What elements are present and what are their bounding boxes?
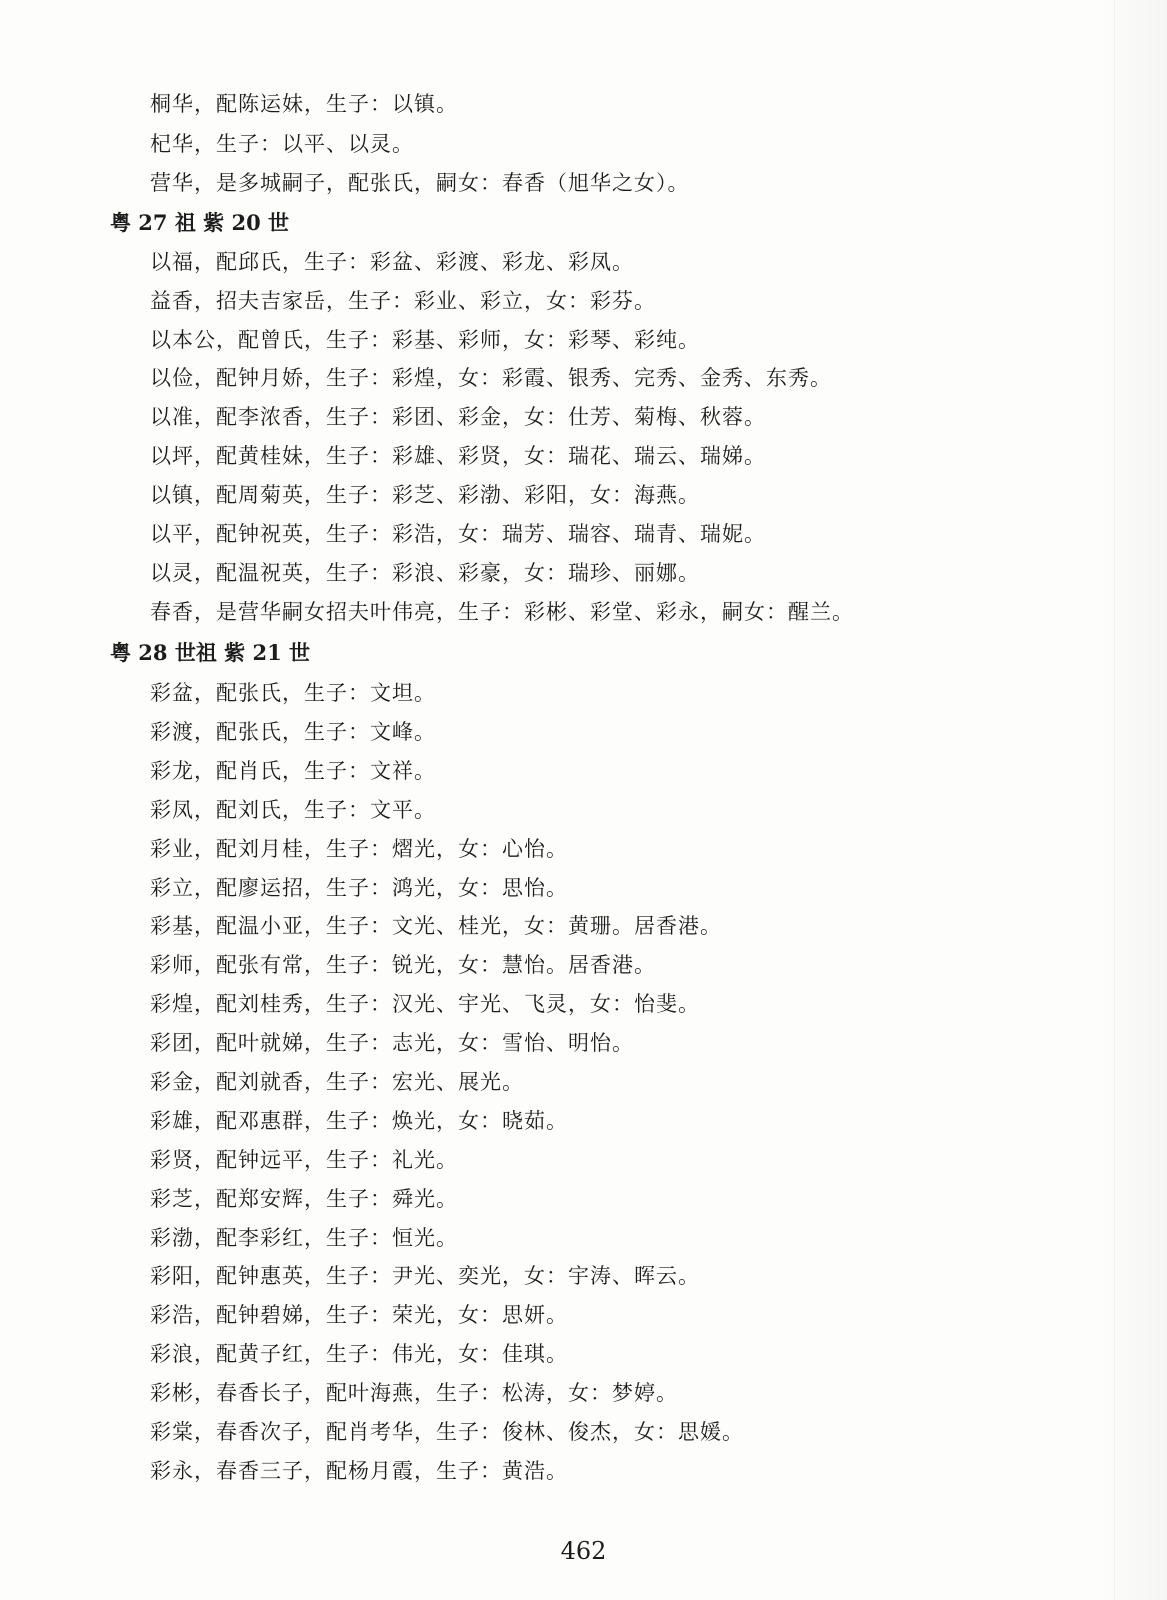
genealogy-entry: 彩业，配刘月桂，生子：熠光，女：心怡。 (150, 837, 568, 861)
genealogy-entry: 以本公，配曾氏，生子：彩基、彩师，女：彩琴、彩纯。 (150, 328, 700, 352)
genealogy-entry: 益香，招夫吉家岳，生子：彩业、彩立，女：彩芬。 (150, 289, 656, 313)
generation-heading: 粤 28 世祖 紫 21 世 (110, 640, 311, 665)
genealogy-entry: 彩渡，配张氏，生子：文峰。 (150, 720, 436, 744)
genealogy-entry: 彩贤，配钟远平，生子：礼光。 (150, 1148, 458, 1172)
genealogy-entry: 彩阳，配钟惠英，生子：尹光、奕光，女：宇涛、晖云。 (150, 1264, 700, 1288)
genealogy-entry: 彩立，配廖运招，生子：鸿光，女：思怡。 (150, 876, 568, 900)
page-number: 462 (560, 1537, 607, 1565)
genealogy-entry: 彩师，配张有常，生子：锐光，女：慧怡。居香港。 (150, 953, 656, 977)
genealogy-entry: 彩芝，配郑安辉，生子：舜光。 (150, 1187, 458, 1211)
genealogy-entry: 彩浪，配黄子红，生子：伟光，女：佳琪。 (150, 1342, 568, 1366)
genealogy-entry: 以平，配钟祝英，生子：彩浩，女：瑞芳、瑞容、瑞青、瑞妮。 (150, 522, 766, 546)
genealogy-entry: 以镇，配周菊英，生子：彩芝、彩渤、彩阳，女：海燕。 (150, 483, 700, 507)
genealogy-entry: 春香，是营华嗣女招夫叶伟亮，生子：彩彬、彩堂、彩永，嗣女：醒兰。 (150, 600, 854, 624)
genealogy-entry: 彩龙，配肖氏，生子：文祥。 (150, 759, 436, 783)
genealogy-entry: 以福，配邱氏，生子：彩盆、彩渡、彩龙、彩凤。 (150, 250, 634, 274)
genealogy-entry: 彩彬，春香长子，配叶海燕，生子：松涛，女：梦婷。 (150, 1381, 678, 1405)
scan-shadow (1097, 0, 1167, 1600)
genealogy-entry: 彩团，配叶就娣，生子：志光，女：雪怡、明怡。 (150, 1031, 634, 1055)
genealogy-entry: 彩煌，配刘桂秀，生子：汉光、宇光、飞灵，女：怡斐。 (150, 992, 700, 1016)
genealogy-entry: 杞华，生子：以平、以灵。 (150, 132, 414, 156)
genealogy-entry: 彩基，配温小亚，生子：文光、桂光，女：黄珊。居香港。 (150, 914, 722, 938)
genealogy-entry: 彩雄，配邓惠群，生子：焕光，女：晓茹。 (150, 1109, 568, 1133)
genealogy-entry: 彩凤，配刘氏，生子：文平。 (150, 798, 436, 822)
genealogy-entry: 彩渤，配李彩红，生子：恒光。 (150, 1226, 458, 1250)
genealogy-entry: 彩盆，配张氏，生子：文坦。 (150, 681, 436, 705)
genealogy-entry: 以准，配李浓香，生子：彩团、彩金，女：仕芳、菊梅、秋蓉。 (150, 405, 766, 429)
genealogy-entry: 彩浩，配钟碧娣，生子：荣光，女：思妍。 (150, 1303, 568, 1327)
genealogy-entry: 桐华，配陈运妹，生子：以镇。 (150, 92, 458, 116)
genealogy-entry: 以俭，配钟月娇，生子：彩煌，女：彩霞、银秀、完秀、金秀、东秀。 (150, 366, 832, 390)
genealogy-entry: 营华，是多城嗣子，配张氏，嗣女：春香（旭华之女）。 (150, 171, 690, 195)
genealogy-entry: 以灵，配温祝英，生子：彩浪、彩豪，女：瑞珍、丽娜。 (150, 561, 700, 585)
genealogy-entry: 以坪，配黄桂妹，生子：彩雄、彩贤，女：瑞花、瑞云、瑞娣。 (150, 444, 766, 468)
generation-heading: 粤 27 祖 紫 20 世 (110, 210, 290, 235)
genealogy-entry: 彩棠，春香次子，配肖考华，生子：俊林、俊杰，女：思媛。 (150, 1420, 744, 1444)
genealogy-entry: 彩永，春香三子，配杨月霞，生子：黄浩。 (150, 1459, 568, 1483)
scan-edge-line (1114, 0, 1115, 1600)
genealogy-entry: 彩金，配刘就香，生子：宏光、展光。 (150, 1070, 524, 1094)
